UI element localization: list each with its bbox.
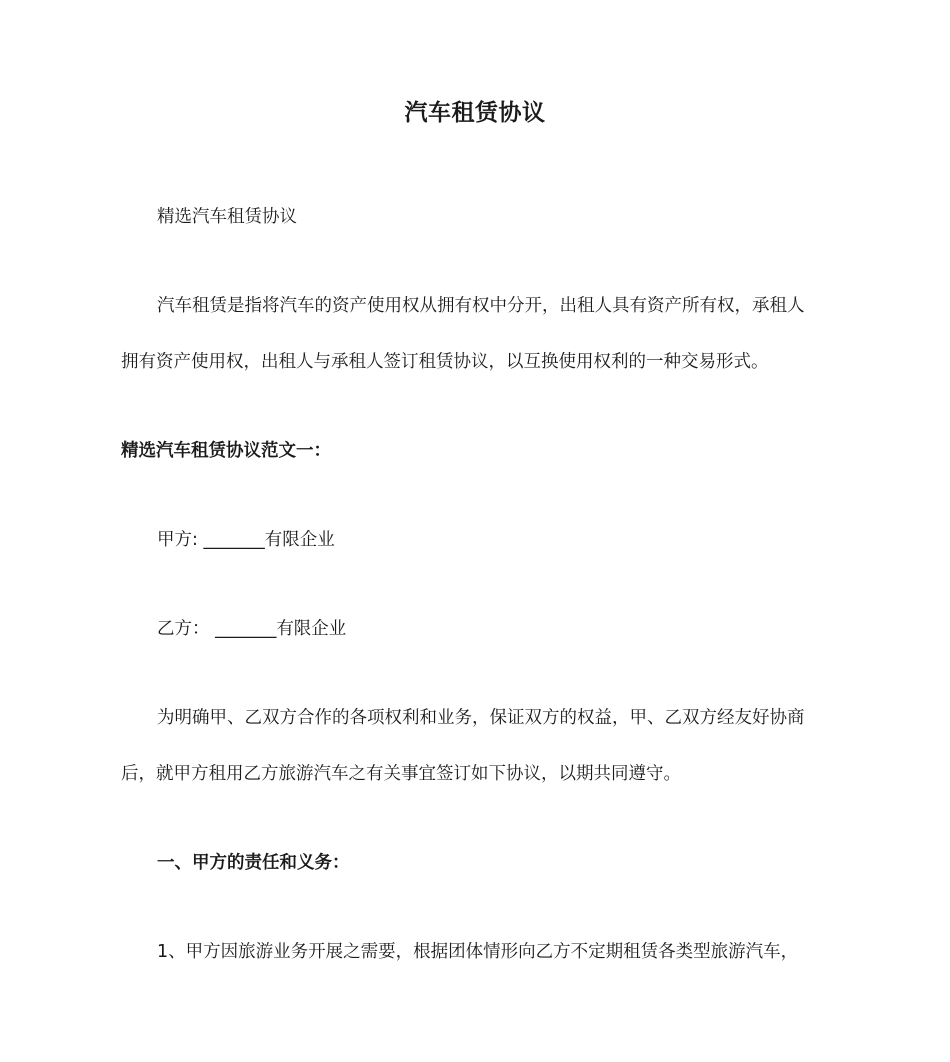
party-a-line: 甲方: _______有限企业 (157, 530, 335, 550)
document-subtitle: 精选汽车租赁协议 (157, 207, 297, 227)
intro-paragraph-line-2: 拥有资产使用权，出租人与承租人签订租赁协议，以互换使用权利的一种交易形式。 (121, 352, 769, 372)
sample-heading: 精选汽车租赁协议范文一： (121, 441, 331, 461)
section-1-heading: 一、甲方的责任和义务： (157, 853, 350, 873)
clause-1-line-1: 1、甲方因旅游业务开展之需要，根据团体情形向乙方不定期租赁各类型旅游汽车， (157, 942, 799, 962)
purpose-paragraph-line-2: 后，就甲方租用乙方旅游汽车之有关事宜签订如下协议，以期共同遵守。 (121, 764, 681, 784)
purpose-paragraph-line-1: 为明确甲、乙双方合作的各项权利和业务，保证双方的权益，甲、乙双方经友好协商 (157, 708, 805, 728)
document-title: 汽车租赁协议 (404, 100, 546, 126)
party-b-line: 乙方： _______有限企业 (157, 619, 347, 639)
intro-paragraph-line-1: 汽车租赁是指将汽车的资产使用权从拥有权中分开，出租人具有资产所有权，承租人 (157, 296, 805, 316)
